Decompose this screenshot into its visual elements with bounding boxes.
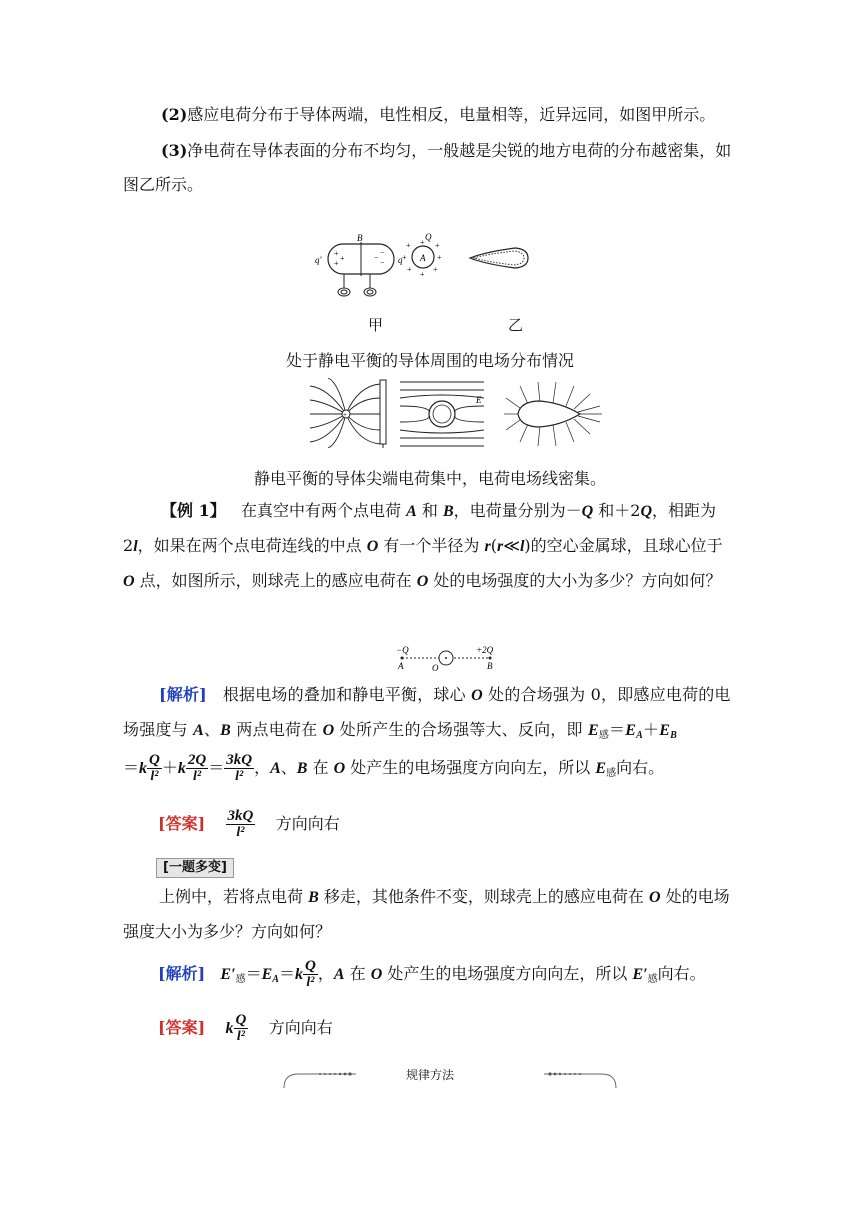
text: 移走，其他条件不变，则球壳上的感应电荷在: [318, 887, 649, 906]
answer-1: [158, 808, 340, 841]
subscript: 感: [606, 768, 617, 779]
label-A: A: [420, 253, 426, 263]
text: ＝: [245, 964, 262, 983]
text: 在真空中有两个点电荷: [240, 501, 407, 520]
var: O: [370, 966, 383, 983]
caption-jia: 甲: [368, 316, 384, 334]
fraction-den: l²: [236, 1029, 245, 1044]
text: 处的电场强度的大小为多少？方向如何？: [428, 571, 722, 590]
text: )的空心金属球，且球心位于: [524, 536, 723, 555]
text: 处产生的电场强度方向向左，所以: [345, 758, 596, 777]
svg-text:−: −: [380, 248, 385, 257]
var: B: [296, 760, 308, 777]
fraction-num: 3kQ: [227, 808, 254, 824]
text: ，相距为 2: [123, 501, 717, 555]
text: ＋: [161, 758, 178, 777]
caption-yi: 乙: [508, 316, 524, 334]
text: ≪: [503, 536, 520, 555]
var: k: [225, 1020, 234, 1037]
var: E: [659, 722, 671, 739]
fraction-den: l²: [306, 975, 315, 990]
var: O: [471, 687, 483, 704]
svg-text:+: +: [343, 411, 347, 419]
text: 两点电荷在: [231, 720, 323, 739]
paragraph-3: [123, 134, 738, 202]
text: ＋: [643, 720, 660, 739]
fraction: [147, 752, 162, 785]
var: E: [587, 722, 599, 739]
figure-induced-charges: [310, 232, 540, 304]
text: ＝: [278, 964, 295, 983]
label-q-right: q: [398, 255, 403, 265]
var: B: [308, 889, 319, 906]
label-O: O: [432, 663, 439, 672]
var: k: [294, 966, 303, 983]
var: O: [123, 573, 135, 590]
var: k: [139, 760, 148, 777]
fraction: [234, 1012, 249, 1045]
fraction: [226, 808, 256, 841]
var: E: [625, 722, 637, 739]
var: E′: [220, 966, 236, 983]
solution-2: [158, 958, 706, 991]
var: Q: [581, 503, 594, 520]
figure-charges-line: [392, 644, 504, 672]
var: O: [333, 760, 346, 777]
label-Q: Q: [425, 232, 432, 242]
fraction-num: Q: [304, 958, 316, 974]
variant-question: [123, 880, 738, 949]
figure-title: 处于静电平衡的导体周围的电场分布情况: [285, 351, 574, 370]
svg-text:+: +: [420, 270, 425, 279]
fraction-den: l²: [150, 769, 159, 784]
example-tag: 【例 1】: [161, 501, 226, 520]
fraction: [186, 752, 208, 785]
text: ，: [254, 758, 271, 777]
var: B: [220, 722, 232, 739]
var: A: [333, 966, 345, 983]
fraction-num: 2Q: [187, 752, 207, 768]
fraction-num: Q: [149, 752, 160, 768]
var: O: [322, 722, 335, 739]
text: 上例中，若将点电荷: [159, 887, 309, 906]
svg-text:+: +: [402, 253, 407, 262]
paragraph-2-text: 感应电荷分布于导体两端，电性相反，电量相等，近异远同，如图甲所示。: [187, 105, 716, 124]
var: r: [484, 538, 491, 555]
text: ，电荷量分别为－: [453, 501, 582, 520]
label-q-left: q': [315, 255, 322, 265]
figure-2-caption: 静电平衡的导体尖端电荷集中，电荷电场线密集。: [253, 469, 606, 488]
solution-tag: [解析]: [159, 685, 207, 704]
svg-text:−: −: [380, 258, 385, 267]
var: E: [261, 966, 273, 983]
svg-text:+: +: [334, 249, 339, 258]
text: 处所产生的合场强等大、反向，即: [334, 720, 588, 739]
footer-title: 规律方法: [405, 1068, 454, 1082]
text: ＝: [208, 758, 225, 777]
var: O: [648, 889, 661, 906]
var: A: [406, 503, 417, 520]
text: 在: [344, 964, 371, 983]
svg-text:+: +: [435, 241, 440, 250]
subscript: A: [272, 974, 279, 985]
subscript: A: [636, 730, 643, 741]
var: Q: [640, 503, 653, 520]
subscript: B: [670, 730, 677, 741]
figure-field-lines: [308, 378, 604, 448]
var: A: [193, 722, 204, 739]
fraction-den: l²: [235, 769, 244, 784]
var: r: [496, 538, 504, 555]
text: ＝: [609, 720, 626, 739]
answer-2: [158, 1012, 333, 1045]
fraction-num: Q: [235, 1012, 247, 1028]
solution-1-line-2: [123, 752, 664, 785]
label-A: A: [398, 661, 404, 671]
svg-text:+: +: [433, 265, 438, 274]
answer-text: 方向向右: [275, 814, 340, 833]
solution-tag: [解析]: [158, 964, 206, 983]
svg-text:−: −: [374, 253, 379, 262]
solution-1-line-1: [123, 678, 738, 753]
fraction-num: 3kQ: [226, 752, 253, 768]
label-B: B: [487, 661, 493, 671]
text: 有一个半径为: [378, 536, 485, 555]
paragraph-3-marker: (3): [161, 141, 188, 160]
var: E: [595, 760, 607, 777]
svg-text:+: +: [406, 241, 411, 250]
svg-text:+: +: [340, 254, 345, 263]
text: 点，如图所示，则球壳上的感应电荷在: [134, 571, 417, 590]
var: A: [270, 760, 281, 777]
var: E′: [632, 966, 648, 983]
text: 处的合场强为 0，即感应电荷的电场强度与: [123, 685, 731, 739]
answer-text: 方向向右: [268, 1018, 333, 1037]
var: O: [366, 538, 379, 555]
var: k: [177, 760, 186, 777]
var: l: [133, 538, 138, 555]
subscript: 感: [235, 974, 246, 985]
label-plus-2Q: +2Q: [476, 645, 494, 655]
text: ，如果在两个点电荷连线的中点: [137, 536, 367, 555]
text: 向右。: [616, 758, 665, 777]
svg-text:+: +: [334, 259, 339, 268]
var: B: [442, 503, 454, 520]
text: 向右。: [657, 964, 706, 983]
answer-tag: [答案]: [158, 814, 206, 833]
text: 、: [280, 758, 297, 777]
svg-text:+: +: [420, 238, 425, 247]
text: ＝: [123, 758, 140, 777]
paragraph-2: [123, 98, 738, 132]
var: l: [519, 538, 525, 555]
text: 根据电场的叠加和静电平衡，球心: [222, 685, 472, 704]
subscript: 感: [598, 730, 610, 741]
paragraph-2-marker: (2): [161, 105, 188, 124]
text: 处产生的电场强度方向向左，所以: [382, 964, 633, 983]
label-minus-Q: −Q: [396, 645, 409, 655]
fraction: [303, 958, 318, 991]
example-1: [123, 494, 738, 599]
fraction-den: l²: [193, 769, 202, 784]
text: 和: [416, 501, 443, 520]
svg-text:+: +: [437, 253, 442, 262]
fraction-den: l²: [236, 825, 245, 840]
text: 和＋2: [593, 501, 641, 520]
text: 、: [203, 720, 221, 739]
label-B: B: [357, 233, 363, 243]
paragraph-3-text: 净电荷在导体表面的分布不均匀，一般越是尖锐的地方电荷的分布越密集，如图乙所示。: [123, 141, 732, 194]
svg-text:+: +: [407, 265, 412, 274]
fraction: [224, 752, 254, 785]
variant-label: [一题多变]: [156, 858, 234, 878]
text: ，: [317, 964, 334, 983]
var: O: [416, 573, 429, 590]
label-E: E: [476, 395, 482, 405]
text: (: [490, 536, 497, 555]
text: 在: [307, 758, 334, 777]
answer-tag: [答案]: [158, 1018, 206, 1037]
subscript: 感: [647, 974, 658, 985]
text: 处的电场强度大小为多少？方向如何？: [123, 887, 730, 941]
